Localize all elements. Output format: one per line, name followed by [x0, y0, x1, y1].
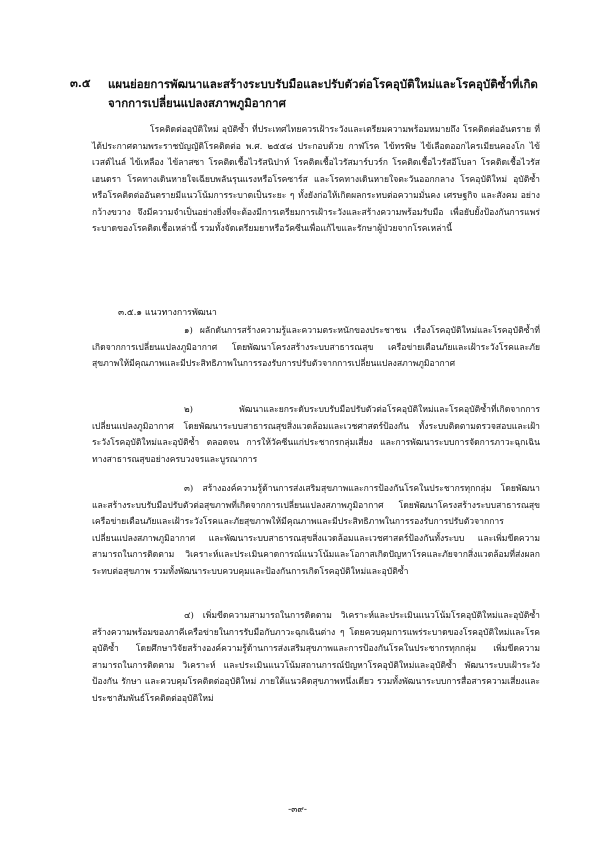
list-item-text: ๑) ผลักดันการสร้างความรู้และความตระหนักของประชาชน เรื่องโรคอุบัติใหม่และโรคอุบัติซ้ำที่เกิดจากการเปลี่ยนแปลงภูมิอากาศ โดยพัฒนาโครงสร้างระบบสาธารณสุข เครือข่ายเตือนภัยและเฝ้าระวังโรคและภัยสุขภาพให้มีคุณภาพและมีประสิทธิภาพในการรองรับการปรับตัวจากการเปลี่ยนแปลงสภาพภูมิอากาศ: [92, 326, 540, 369]
list-item-text: ๔) เพิ่มขีดความสามารถในการติดตาม วิเคราะห์และประเมินแนวโน้มโรคอุบัติใหม่และอุบัติซ้ำ สร้างความพร้อมของภาคีเครือข่ายในการรับมือกับภาวะฉุกเฉินต่าง ๆ โดยควบคุมการแพร่ระบาดของโรคอุบัติใหม่และโรคอุบัติซ้ำ โดยศึกษาวิจัยสร้างองค์ความรู้ด้านการส่งเสริมสุขภาพและการป้องกันโรคในประชากรทุกกลุ่ม เพิ่มขีดความสามารถในการติดตาม วิเคราะห์ และประเมินแนวโน้มสถานการณ์ปัญหาโรคอุบัติใหม่และอุบัติซ้ำ พัฒนาระบบเฝ้าระวัง ป้องกัน รักษา และควบคุมโรคติดต่ออุบัติใหม่ ภายใต้แนวคิดสุขภาพหนึ่งเดียว รวมทั้งพัฒนาระบบการสื่อสารความเสี่ยงและประชาสัมพันธ์โรคติดต่ออุบัติใหม่: [92, 611, 540, 704]
list-item: [92, 608, 540, 707]
subsection-heading: ๓.๕.๑ แนวทางการพัฒนา: [118, 308, 217, 318]
list-item-text: ๒) พัฒนาและยกระดับระบบรับมือปรับตัวต่อโรคอุบัติใหม่และโรคอุบัติซ้ำที่เกิดจากการเปลี่ยนแปลงภูมิอากาศ โดยพัฒนาระบบสาธารณสุขสิ่งแวดล้อมและเวชศาสตร์ป้องกัน ทั้งระบบติดตามตรวจสอบและเฝ้าระวังโรคอุบัติใหม่และอุบัติซ้ำ ตลอดจน การให้วัคซีนแก่ประชากรกลุ่มเสี่ยง และการพัฒนาระบบการจัดการภาวะฉุกเฉินทางสาธารณสุขอย่างครบวงจรและบูรณาการ: [92, 405, 540, 465]
section-title: แผนย่อยการพัฒนาและสร้างระบบรับมือและปรับตัวต่อโรคอุบัติใหม่และโรคอุบัติซ้ำที่เกิดจากการเปลี่ยนแปลงสภาพภูมิอากาศ: [108, 77, 538, 110]
list-item: [92, 402, 540, 468]
list-item: [92, 481, 540, 580]
list-item: [92, 323, 540, 373]
page-number: -๓๙-: [288, 805, 307, 815]
intro-paragraph: [92, 122, 540, 238]
section-number: ๓.๕: [70, 76, 91, 90]
list-item-text: ๓) สร้างองค์ความรู้ด้านการส่งเสริมสุขภาพและการป้องกันโรคในประชากรทุกกลุ่ม โดยพัฒนาและสร้างระบบรับมือปรับตัวต่อสุขภาพที่เกิดจากการเปลี่ยนแปลงสภาพภูมิอากาศ โดยพัฒนาโครงสร้างระบบสาธารณสุข เครือข่ายเตือนภัยและเฝ้าระวังโรคและภัยสุขภาพให้มีคุณภาพและมีประสิทธิภาพในการรองรับการปรับตัวจากการเปลี่ยนแปลงสภาพภูมิอากาศ และพัฒนาระบบสาธารณสุขสิ่งแวดล้อมและเวชศาสตร์ป้องกันทั้งระบบ และเพิ่มขีดความสามารถในการติดตาม วิเคราะห์และประเมินคาดการณ์แนวโน้มและโอกาสเกิดปัญหาโรคและภัยจากสิ่งแวดล้อมที่ส่งผลกระทบต่อสุขภาพ รวมทั้งพัฒนาระบบควบคุมและป้องกันการเกิดโรคอุบัติใหม่และอุบัติซ้ำ: [92, 484, 540, 577]
intro-text: โรคติดต่ออุบัติใหม่ อุบัติซ้ำ ที่ประเทศไทยควรเฝ้าระวังและเตรียมความพร้อมหมายถึง โรคติดต่ออันตราย ที่ได้ประกาศตามพระราชบัญญัติโรคติดต่อ พ.ศ. ๒๕๕๘ ประกอบด้วย กาฬโรค ไข้ทรพิษ ไข้เลือดออกไครเมียนคองโก ไข้เวสต์ไนล์ ไข้เหลือง ไข้ลาสซา โรคติดเชื้อไวรัสนิปาห์ โรคติดเชื้อไวรัสมาร์บวร์ก โรคติดเชื้อไวรัสอีโบลา โรคติดเชื้อไวรัสเฮนดรา โรคทางเดินหายใจเฉียบพลันรุนแรงหรือโรคซาร์ส และโรคทางเดินหายใจตะวันออกกลาง โรคอุบัติใหม่ อุบัติซ้ำ หรือโรคติดต่ออันตรายมีแนวโน้มการระบาดเป็นระยะ ๆ ทั้งยังก่อให้เกิดผลกระทบต่อความมั่นคง เศรษฐกิจ และสังคม อย่างกว้างขวาง จึงมีความจำเป็นอย่างยิ่งที่จะต้องมีการเตรียมการเฝ้าระวังและสร้างความพร้อมรับมือ เพื่อยับยั้งป้องกันการแพร่ระบาดของโรคติดเชื้อเหล่านี้ รวมทั้งจัดเตรียมยาหรือวัคซีนเพื่อแก้ไขและรักษาผู้ป่วยจากโรคเหล่านี้: [92, 125, 541, 234]
